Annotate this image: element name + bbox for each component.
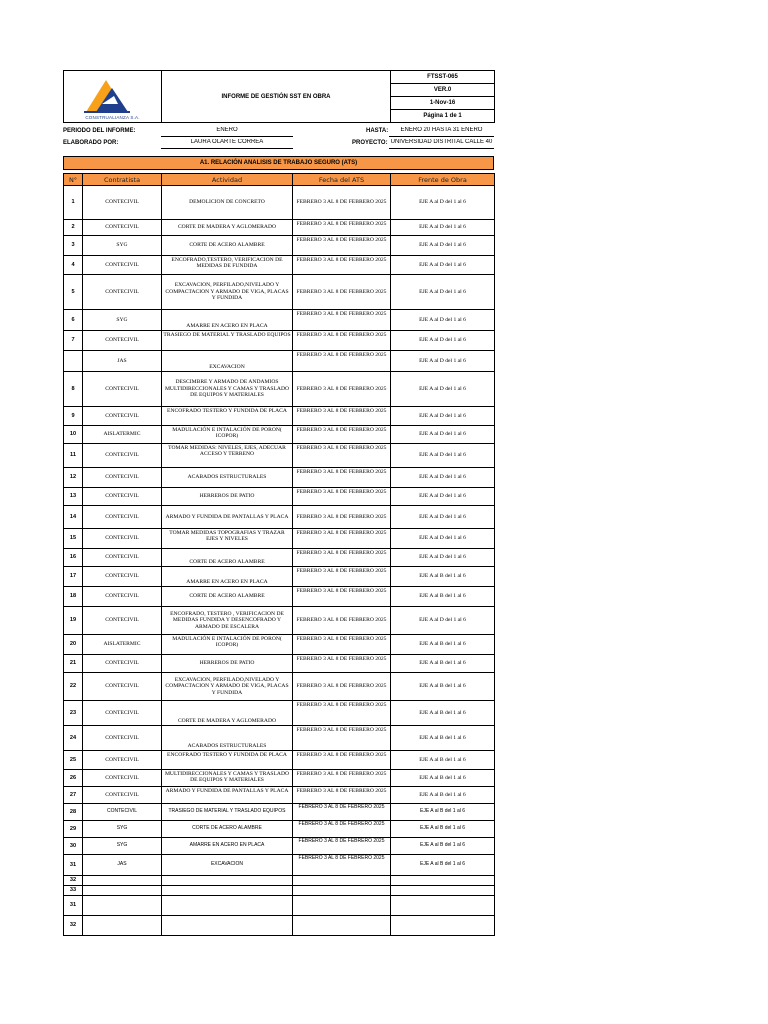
activity-cell: AMARRE EN ACERO EN PLACA — [162, 567, 293, 587]
row-number-cell: 6 — [64, 310, 83, 331]
row-number-cell: 1 — [64, 186, 83, 220]
work-front-cell: EJE A al D del 1 al 6 — [391, 529, 495, 549]
contractor-cell — [83, 886, 162, 896]
page-number: Página 1 de 1 — [391, 110, 495, 123]
work-front-cell: EJE A al D del 1 al 6 — [391, 186, 495, 220]
table-row — [64, 770, 495, 787]
work-front-cell: EJE A al D del 1 al 6 — [391, 607, 495, 635]
table-row — [64, 488, 495, 506]
ats-date-cell — [293, 916, 391, 936]
work-front-cell: EJE A al D del 1 al 6 — [391, 351, 495, 372]
row-number-cell: 2 — [64, 220, 83, 236]
work-front-cell: EJE A al D del 1 al 6 — [391, 444, 495, 468]
contractor-cell: CONTECIVIL — [83, 186, 162, 220]
row-number-cell: 20 — [64, 635, 83, 655]
period-value: ENERO — [161, 127, 293, 137]
ats-date-cell: FEBRERO 3 AL 8 DE FEBRERO 2025 — [293, 186, 391, 220]
contractor-cell: CONTECIVIL — [83, 331, 162, 351]
activity-cell: ARMADO Y FUNDIDA DE PANTALLAS Y PLACA — [162, 506, 293, 529]
activity-cell — [162, 876, 293, 886]
work-front-cell: EJE A al D del 1 al 6 — [391, 220, 495, 236]
column-header: N° — [64, 174, 83, 186]
table-row — [64, 701, 495, 726]
row-number-cell: 18 — [64, 587, 83, 607]
construalianza-logo-icon — [78, 76, 148, 116]
activity-cell — [162, 916, 293, 936]
ats-date-cell — [293, 876, 391, 886]
contractor-cell: SYG — [83, 821, 162, 838]
activity-cell: MADULACIÓN E INTALACIÓN DE PORON( ICOPOR) — [162, 635, 293, 655]
ats-date-cell: FEBRERO 3 AL 8 DE FEBRERO 2025 — [293, 770, 391, 787]
table-row — [64, 275, 495, 310]
table-row — [64, 256, 495, 275]
row-number-cell: 15 — [64, 529, 83, 549]
contractor-cell: CONTECIVIL — [83, 549, 162, 567]
work-front-cell: EJE A al B del 1 al 6 — [391, 673, 495, 701]
work-front-cell: EJE A al D del 1 al 6 — [391, 331, 495, 351]
ats-date-cell: FEBRERO 3 AL 8 DE FEBRERO 2025 — [293, 407, 391, 426]
ats-date-cell — [293, 896, 391, 916]
prepared-by-label: ELABORADO POR: — [63, 140, 119, 146]
contractor-cell — [83, 896, 162, 916]
ats-date-cell: FEBRERO 3 AL 8 DE FEBRERO 2025 — [293, 236, 391, 256]
row-number-cell: 12 — [64, 468, 83, 488]
column-header: Fecha del ATS — [293, 174, 391, 186]
contractor-cell: CONTECIVIL — [83, 506, 162, 529]
activity-cell: EXCAVACION — [162, 351, 293, 372]
work-front-cell: EJE A al B del 1 al 6 — [391, 587, 495, 607]
company-name: CONSTRUALIANZA S.A. — [85, 115, 140, 120]
ats-date-cell: FEBRERO 3 AL 8 DE FEBRERO 2025 — [293, 673, 391, 701]
contractor-cell: CONTECIVIL — [83, 770, 162, 787]
table-row — [64, 886, 495, 896]
table-row — [64, 673, 495, 701]
row-number-cell: 10 — [64, 426, 83, 444]
row-number-cell: 5 — [64, 275, 83, 310]
activity-cell: HERREROS DE PATIO — [162, 655, 293, 673]
work-front-cell: EJE A al B del 1 al 6 — [391, 726, 495, 751]
table-row — [64, 351, 495, 372]
table-row — [64, 655, 495, 673]
contractor-cell: CONTECIVIL — [83, 607, 162, 635]
prepared-by-value: LAURA OLARTE CORREA — [161, 139, 293, 149]
table-row — [64, 407, 495, 426]
ats-date-cell: FEBRERO 3 AL 8 DE FEBRERO 2025 — [293, 256, 391, 275]
table-row — [64, 236, 495, 256]
contractor-cell: CONTECIVIL — [83, 256, 162, 275]
activity-cell: EXCAVACION, PERFILADO,NIVELADO Y COMPACTACION Y ARMADO DE VIGA, PLACAS Y FUNDIDA — [162, 673, 293, 701]
activity-cell: ARMADO Y FUNDIDA DE PANTALLAS Y PLACA — [162, 787, 293, 804]
table-row — [64, 916, 495, 936]
column-header: Actividad — [162, 174, 293, 186]
table-row — [64, 751, 495, 770]
contractor-cell: CONTECIVIL — [83, 220, 162, 236]
work-front-cell: EJE A al B del 1 al 6 — [391, 838, 495, 855]
row-number-cell: 9 — [64, 407, 83, 426]
activity-cell: AMARRE EN ACERO EN PLACA — [162, 838, 293, 855]
contractor-cell: CONTECIVIL — [83, 372, 162, 407]
work-front-cell: EJE A al B del 1 al 6 — [391, 701, 495, 726]
row-number-cell: 23 — [64, 701, 83, 726]
table-row — [64, 444, 495, 468]
until-label: HASTA: — [366, 128, 389, 134]
ats-date-cell: FEBRERO 3 AL 8 DE FEBRERO 2025 — [293, 655, 391, 673]
ats-date-cell: FEBRERO 3 AL 8 DE FEBRERO 2025 — [293, 426, 391, 444]
work-front-cell: EJE A al D del 1 al 6 — [391, 407, 495, 426]
ats-date-cell: FEBRERO 3 AL 8 DE FEBRERO 2025 — [293, 821, 391, 838]
contractor-cell — [83, 876, 162, 886]
table-row — [64, 804, 495, 821]
row-number-cell: 31 — [64, 896, 83, 916]
activity-cell: DEMOLICION DE CONCRETO — [162, 186, 293, 220]
row-number-cell: 32 — [64, 916, 83, 936]
ats-date-cell: FEBRERO 3 AL 8 DE FEBRERO 2025 — [293, 838, 391, 855]
ats-date-cell: FEBRERO 3 AL 8 DE FEBRERO 2025 — [293, 468, 391, 488]
activity-cell: ENCOFRADO TESTERO Y FUNDIDA DE PLACA — [162, 751, 293, 770]
ats-date-cell: FEBRERO 3 AL 8 DE FEBRERO 2025 — [293, 549, 391, 567]
activity-cell: HERREROS DE PATIO — [162, 488, 293, 506]
activity-cell: TOMAR MEDIDAS: NIVELES, EJES, ADECUAR ACCESO Y TERRENO — [162, 444, 293, 468]
contractor-cell: CONTECIVIL — [83, 804, 162, 821]
ats-date-cell: FEBRERO 3 AL 8 DE FEBRERO 2025 — [293, 726, 391, 751]
activity-cell — [162, 896, 293, 916]
row-number-cell: 17 — [64, 567, 83, 587]
ats-table — [63, 173, 495, 936]
table-row — [64, 331, 495, 351]
activity-cell: ENCOFRADO, TESTERO , VERIFICACION DE MEDIDAS FUNDIDA Y DESENCOFRADO Y ARMADO DE ESCALERA — [162, 607, 293, 635]
contractor-cell: SYG — [83, 236, 162, 256]
activity-cell: EXCAVACION, PERFILADO,NIVELADO Y COMPACTACION Y ARMADO DE VIGA, PLACAS Y FUNDIDA — [162, 275, 293, 310]
row-number-cell: 3 — [64, 236, 83, 256]
work-front-cell: EJE A al D del 1 al 6 — [391, 275, 495, 310]
table-row — [64, 838, 495, 855]
ats-date-cell: FEBRERO 3 AL 8 DE FEBRERO 2025 — [293, 635, 391, 655]
activity-cell: CORTE DE MADERA Y AGLOMERADO — [162, 220, 293, 236]
row-number-cell: 25 — [64, 751, 83, 770]
activity-cell: MULTIDIRECCIONALES Y CAMAS Y TRASLADO DE EQUIPOS Y MATERIALES — [162, 770, 293, 787]
period-label: PERIODO DEL INFORME: — [63, 128, 136, 134]
activity-cell: ACABADOS ESTRUCTURALES — [162, 726, 293, 751]
ats-date-cell: FEBRERO 3 AL 8 DE FEBRERO 2025 — [293, 587, 391, 607]
row-number-cell: 14 — [64, 506, 83, 529]
contractor-cell: CONTECIVIL — [83, 726, 162, 751]
table-row — [64, 549, 495, 567]
work-front-cell — [391, 886, 495, 896]
row-number-cell: 28 — [64, 804, 83, 821]
report-title: INFORME DE GESTIÓN SST EN OBRA — [162, 71, 391, 123]
contractor-cell: JAS — [83, 351, 162, 372]
ats-date-cell: FEBRERO 3 AL 8 DE FEBRERO 2025 — [293, 506, 391, 529]
row-number-cell: 22 — [64, 673, 83, 701]
contractor-cell: CONTECIVIL — [83, 587, 162, 607]
row-number-cell — [64, 351, 83, 372]
row-number-cell: 30 — [64, 838, 83, 855]
activity-cell: CORTE DE ACERO ALAMBRE — [162, 587, 293, 607]
ats-date-cell: FEBRERO 3 AL 8 DE FEBRERO 2025 — [293, 855, 391, 876]
table-row — [64, 529, 495, 549]
activity-cell: CORTE DE ACERO ALAMBRE — [162, 549, 293, 567]
ats-date-cell — [293, 886, 391, 896]
row-number-cell: 16 — [64, 549, 83, 567]
work-front-cell: EJE A al D del 1 al 6 — [391, 310, 495, 331]
ats-date-cell: FEBRERO 3 AL 8 DE FEBRERO 2025 — [293, 351, 391, 372]
contractor-cell: CONTECIVIL — [83, 787, 162, 804]
table-row — [64, 468, 495, 488]
work-front-cell: EJE A al D del 1 al 6 — [391, 372, 495, 407]
row-number-cell: 7 — [64, 331, 83, 351]
document-date: 1-Nov-16 — [391, 97, 495, 110]
ats-date-cell: FEBRERO 3 AL 8 DE FEBRERO 2025 — [293, 567, 391, 587]
company-logo — [64, 71, 162, 123]
row-number-cell: 8 — [64, 372, 83, 407]
row-number-cell: 32 — [64, 876, 83, 886]
activity-cell: ENCOFRADO,TESTERO, VERIFICACION DE MEDIDAS DE FUNDIDA — [162, 256, 293, 275]
work-front-cell: EJE A al D del 1 al 6 — [391, 426, 495, 444]
work-front-cell: EJE A al D del 1 al 6 — [391, 236, 495, 256]
column-header: Frente de Obra — [391, 174, 495, 186]
activity-cell: MADULACIÓN E INTALACIÓN DE PORON( ICOPOR) — [162, 426, 293, 444]
ats-date-cell: FEBRERO 3 AL 8 DE FEBRERO 2025 — [293, 488, 391, 506]
ats-date-cell: FEBRERO 3 AL 8 DE FEBRERO 2025 — [293, 331, 391, 351]
row-number-cell: 26 — [64, 770, 83, 787]
contractor-cell: SYG — [83, 838, 162, 855]
work-front-cell: EJE A al B del 1 al 6 — [391, 635, 495, 655]
work-front-cell: EJE A al B del 1 al 6 — [391, 751, 495, 770]
contractor-cell: CONTECIVIL — [83, 275, 162, 310]
contractor-cell: JAS — [83, 855, 162, 876]
work-front-cell: EJE A al D del 1 al 6 — [391, 549, 495, 567]
contractor-cell: CONTECIVIL — [83, 529, 162, 549]
report-header — [63, 70, 495, 123]
ats-date-cell: FEBRERO 3 AL 8 DE FEBRERO 2025 — [293, 220, 391, 236]
row-number-cell: 31 — [64, 855, 83, 876]
contractor-cell: AISLATERMIC — [83, 635, 162, 655]
activity-cell: AMARRE EN ACERO EN PLACA — [162, 310, 293, 331]
project-value: UNIVERSIDAD DISTRITAL CALLE 40 — [389, 139, 494, 149]
row-number-cell: 4 — [64, 256, 83, 275]
ats-date-cell: FEBRERO 3 AL 8 DE FEBRERO 2025 — [293, 701, 391, 726]
table-row — [64, 876, 495, 886]
section-title: A1. RELACIÓN ANALISIS DE TRABAJO SEGURO (ATS) — [63, 156, 494, 170]
activity-cell: TRASIEGO DE MATERIAL Y TRASLADO EQUIPOS — [162, 331, 293, 351]
table-row — [64, 726, 495, 751]
activity-cell: EXCAVACION — [162, 855, 293, 876]
work-front-cell: EJE A al B del 1 al 6 — [391, 804, 495, 821]
row-number-cell: 27 — [64, 787, 83, 804]
project-label: PROYECTO: — [352, 140, 388, 146]
activity-cell: CORTE DE MADERA Y AGLOMERADO — [162, 701, 293, 726]
table-row — [64, 635, 495, 655]
table-row — [64, 186, 495, 220]
work-front-cell: EJE A al D del 1 al 6 — [391, 506, 495, 529]
table-row — [64, 567, 495, 587]
document-code: FTSST-065 — [391, 71, 495, 84]
until-value: ENERO 20 HASTA 31 ENERO — [389, 127, 494, 137]
column-header: Contratista — [83, 174, 162, 186]
table-row — [64, 587, 495, 607]
work-front-cell — [391, 896, 495, 916]
table-body — [64, 186, 495, 936]
contractor-cell: AISLATERMIC — [83, 426, 162, 444]
table-row — [64, 896, 495, 916]
activity-cell: TRASIEGO DE MATERIAL Y TRASLADO EQUIPOS — [162, 804, 293, 821]
work-front-cell: EJE A al B del 1 al 6 — [391, 787, 495, 804]
ats-date-cell: FEBRERO 3 AL 8 DE FEBRERO 2025 — [293, 607, 391, 635]
table-row — [64, 372, 495, 407]
ats-date-cell: FEBRERO 3 AL 8 DE FEBRERO 2025 — [293, 804, 391, 821]
work-front-cell — [391, 916, 495, 936]
activity-cell: CORTE DE ACERO ALAMBRE — [162, 821, 293, 838]
row-number-cell: 13 — [64, 488, 83, 506]
table-row — [64, 821, 495, 838]
ats-date-cell: FEBRERO 3 AL 8 DE FEBRERO 2025 — [293, 310, 391, 331]
contractor-cell: CONTECIVIL — [83, 655, 162, 673]
contractor-cell: CONTECIVIL — [83, 751, 162, 770]
activity-cell: DESCIMBRE Y ARMADO DE ANDAMIOS MULTIDIRECCIONALES Y CAMAS Y TRASLADO DE EQUIPOS Y MATERIALES — [162, 372, 293, 407]
contractor-cell: CONTECIVIL — [83, 468, 162, 488]
activity-cell: CORTE DE ACERO ALAMBRE — [162, 236, 293, 256]
work-front-cell: EJE A al B del 1 al 6 — [391, 655, 495, 673]
work-front-cell — [391, 876, 495, 886]
document-version: VER.0 — [391, 84, 495, 97]
table-header-row — [64, 174, 495, 186]
activity-cell — [162, 886, 293, 896]
activity-cell: ACABADOS ESTRUCTURALES — [162, 468, 293, 488]
row-number-cell: 24 — [64, 726, 83, 751]
contractor-cell — [83, 916, 162, 936]
ats-date-cell: FEBRERO 3 AL 8 DE FEBRERO 2025 — [293, 751, 391, 770]
work-front-cell: EJE A al D del 1 al 6 — [391, 256, 495, 275]
table-row — [64, 607, 495, 635]
contractor-cell: CONTECIVIL — [83, 444, 162, 468]
table-row — [64, 310, 495, 331]
ats-date-cell: FEBRERO 3 AL 8 DE FEBRERO 2025 — [293, 444, 391, 468]
table-row — [64, 787, 495, 804]
work-front-cell: EJE A al B del 1 al 6 — [391, 567, 495, 587]
row-number-cell: 19 — [64, 607, 83, 635]
ats-date-cell: FEBRERO 3 AL 8 DE FEBRERO 2025 — [293, 275, 391, 310]
ats-date-cell: FEBRERO 3 AL 8 DE FEBRERO 2025 — [293, 372, 391, 407]
row-number-cell: 21 — [64, 655, 83, 673]
contractor-cell: CONTECIVIL — [83, 701, 162, 726]
activity-cell: ENCOFRADO TESTERO Y FUNDIDA DE PLACA — [162, 407, 293, 426]
contractor-cell: CONTECIVIL — [83, 488, 162, 506]
row-number-cell: 29 — [64, 821, 83, 838]
contractor-cell: CONTECIVIL — [83, 673, 162, 701]
contractor-cell: CONTECIVIL — [83, 567, 162, 587]
table-row — [64, 506, 495, 529]
contractor-cell: SYG — [83, 310, 162, 331]
row-number-cell: 33 — [64, 886, 83, 896]
work-front-cell: EJE A al B del 1 al 6 — [391, 770, 495, 787]
row-number-cell: 11 — [64, 444, 83, 468]
table-row — [64, 426, 495, 444]
work-front-cell: EJE A al B del 1 al 6 — [391, 821, 495, 838]
work-front-cell: EJE A al D del 1 al 6 — [391, 488, 495, 506]
contractor-cell: CONTECIVIL — [83, 407, 162, 426]
ats-date-cell: FEBRERO 3 AL 8 DE FEBRERO 2025 — [293, 787, 391, 804]
work-front-cell: EJE A al D del 1 al 6 — [391, 468, 495, 488]
activity-cell: TOMAR MEDIDAS TOPOGRAFIAS Y TRAZAR EJES Y NIVELES — [162, 529, 293, 549]
table-row — [64, 220, 495, 236]
table-row — [64, 855, 495, 876]
ats-date-cell: FEBRERO 3 AL 8 DE FEBRERO 2025 — [293, 529, 391, 549]
work-front-cell: EJE A al B del 1 al 6 — [391, 855, 495, 876]
